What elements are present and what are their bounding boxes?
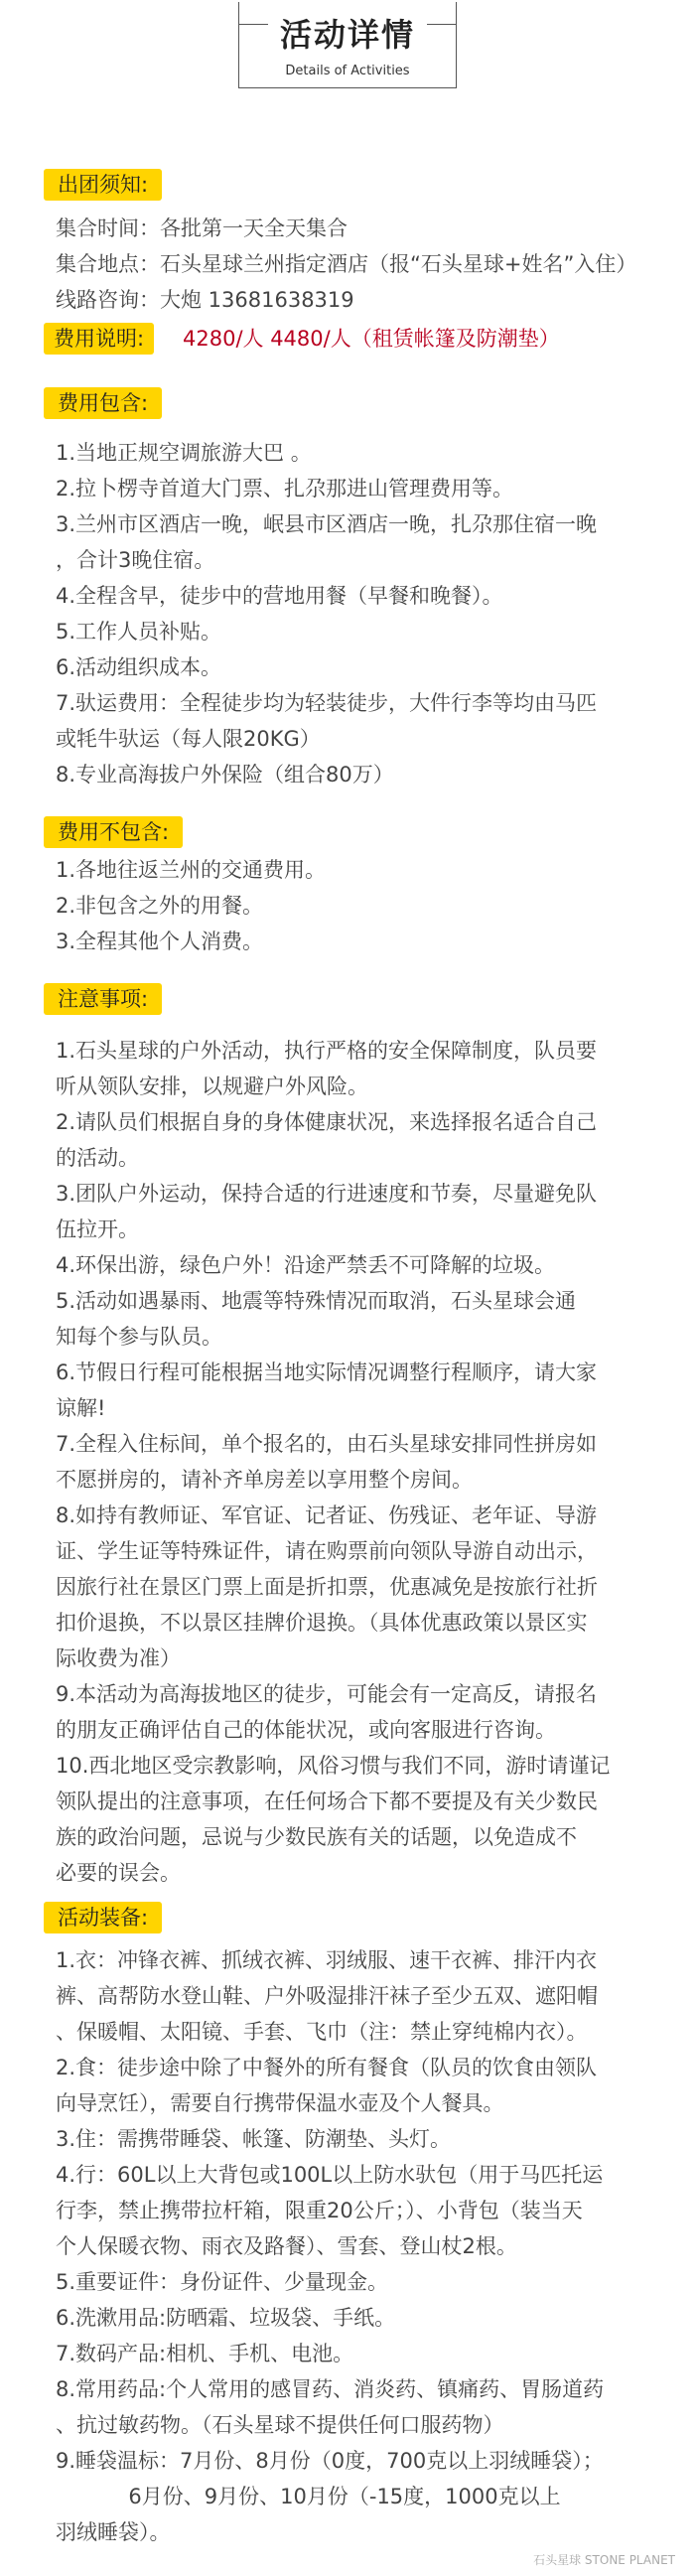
attention-line: 领队提出的注意事项，在任何场合下都不要提及有关少数民 (56, 1789, 598, 1813)
attention-line: 必要的误会。 (56, 1861, 181, 1885)
excluded-line: 3.全程其他个人消费。 (56, 930, 264, 953)
equipment-line: 个人保暖衣物、雨衣及路餐）、雪套、登山杖2根。 (56, 2234, 517, 2258)
excluded-line: 2.非包含之外的用餐。 (56, 894, 264, 918)
included-tag: 费用包含: (44, 387, 162, 419)
equipment-line: 向导烹饪），需要自行携带保温水壶及个人餐具。 (56, 2091, 504, 2115)
equipment-line: 8.常用药品:个人常用的感冒药、消炎药、镇痛药、胃肠道药 (56, 2377, 605, 2401)
equipment-line: 7.数码产品:相机、手机、电池。 (56, 2342, 354, 2365)
equipment-line: 行李，禁止携带拉杆箱，限重20公斤；）、小背包（装当天 (56, 2199, 583, 2222)
attention-tag: 注意事项: (44, 983, 162, 1015)
included-line: 5.工作人员补贴。 (56, 620, 222, 644)
attention-line: 知每个参与队员。 (56, 1325, 222, 1349)
attention-line: 际收费为准） (56, 1646, 181, 1670)
attention-line: 5.活动如遇暴雨、地震等特殊情况而取消，石头星球会通 (56, 1289, 577, 1313)
attention-line: 3.团队户外运动，保持合适的行进速度和节奏，尽量避免队 (56, 1182, 598, 1206)
attention-line: 伍拉开。 (56, 1217, 139, 1241)
excluded-line: 1.各地往返兰州的交通费用。 (56, 858, 327, 882)
attention-line: 听从领队安排，以规避户外风险。 (56, 1074, 368, 1098)
notice-tag: 出团须知: (44, 169, 162, 201)
fee-tag: 费用说明: (44, 323, 154, 355)
equipment-line: 、保暖帽、太阳镜、手套、飞巾（注：禁止穿纯棉内衣）。 (56, 2020, 588, 2044)
excluded-tag: 费用不包含: (44, 816, 183, 848)
attention-line: 的朋友正确评估自己的体能状况，或向客服进行咨询。 (56, 1718, 556, 1742)
attention-line: 10.西北地区受宗教影响，风俗习惯与我们不同，游时请谨记 (56, 1754, 611, 1778)
attention-line: 8.如持有教师证、军官证、记者证、伤残证、老年证、导游 (56, 1503, 598, 1527)
equipment-line: 、抗过敏药物。（石头星球不提供任何口服药物） (56, 2413, 504, 2437)
equipment-line: 2.食：徒步途中除了中餐外的所有餐食（队员的饮食由领队 (56, 2056, 598, 2079)
included-line: ，合计3晚住宿。 (56, 548, 215, 572)
included-line: 8.专业高海拔户外保险（组合80万） (56, 763, 394, 787)
included-line: 6.活动组织成本。 (56, 655, 222, 679)
equipment-line: 5.重要证件：身份证件、少量现金。 (56, 2270, 389, 2294)
attention-line: 谅解! (56, 1396, 106, 1420)
equipment-line: 3.住：需携带睡袋、帐篷、防潮垫、头灯。 (56, 2127, 452, 2151)
included-line: 2.拉卜楞寺首道大门票、扎尕那进山管理费用等。 (56, 477, 514, 501)
notice-line: 集合时间：各批第一天全天集合 (56, 216, 348, 240)
equipment-tag: 活动装备: (44, 1902, 162, 1933)
included-line: 3.兰州市区酒店一晚，岷县市区酒店一晚，扎尕那住宿一晚 (56, 512, 598, 536)
included-line: 1.当地正规空调旅游大巴 。 (56, 441, 312, 465)
brand-logo: 石头星球 STONE PLANET (533, 2553, 675, 2567)
attention-line: 4.环保出游，绿色户外！沿途严禁丢不可降解的垃圾。 (56, 1253, 556, 1277)
attention-line: 7.全程入住标间，单个报名的，由石头星球安排同性拼房如 (56, 1432, 598, 1456)
attention-line: 证、学生证等特殊证件，请在购票前向领队导游自动出示， (56, 1539, 598, 1563)
fee-price: 4280/人 4480/人（租赁帐篷及防潮垫） (183, 327, 560, 351)
notice-line: 集合地点：石头星球兰州指定酒店（报“石头星球+姓名”入住） (56, 252, 637, 276)
attention-line: 6.节假日行程可能根据当地实际情况调整行程顺序，请大家 (56, 1360, 598, 1384)
equipment-line: 6.洗漱用品:防晒霜、垃圾袋、手纸。 (56, 2306, 396, 2330)
equipment-line: 9.睡袋温标：7月份、8月份（0度，700克以上羽绒睡袋）； (56, 2449, 604, 2473)
attention-line: 不愿拼房的，请补齐单房差以享用整个房间。 (56, 1468, 473, 1492)
attention-line: 扣价退换，不以景区挂牌价退换。（具体优惠政策以景区实 (56, 1611, 588, 1635)
equipment-line: 4.行：60L以上大背包或100L以上防水驮包（用于马匹托运 (56, 2163, 604, 2187)
attention-line: 因旅行社在景区门票上面是折扣票，优惠减免是按旅行社折 (56, 1575, 598, 1599)
attention-line: 9.本活动为高海拔地区的徒步，可能会有一定高反，请报名 (56, 1682, 598, 1706)
attention-line: 2.请队员们根据自身的身体健康状况，来选择报名适合自己 (56, 1110, 598, 1134)
equipment-line: 羽绒睡袋）。 (56, 2520, 171, 2544)
attention-line: 族的政治问题，忌说与少数民族有关的话题，以免造成不 (56, 1825, 577, 1849)
equipment-line: 1.衣：冲锋衣裤、抓绒衣裤、羽绒服、速干衣裤、排汗内衣 (56, 1948, 598, 1972)
included-line: 7.驮运费用：全程徒步均为轻装徒步，大件行李等均由马匹 (56, 691, 598, 715)
equipment-line: 6月份、9月份、10月份（-15度，1000克以上 (56, 2485, 561, 2508)
notice-line: 线路咨询：大炮 13681638319 (56, 288, 354, 312)
included-line: 4.全程含早，徒步中的营地用餐（早餐和晚餐）。 (56, 584, 503, 608)
attention-line: 1.石头星球的户外活动，执行严格的安全保障制度，队员要 (56, 1039, 598, 1063)
equipment-line: 裤、高帮防水登山鞋、户外吸湿排汗袜子至少五双、遮阳帽 (56, 1984, 598, 2008)
page-subtitle: Details of Activities (285, 64, 410, 78)
included-line: 或牦牛驮运（每人限20KG） (56, 727, 321, 751)
page-title: 活动详情 (279, 16, 415, 54)
page-header (238, 2, 457, 89)
attention-line: 的活动。 (56, 1146, 139, 1170)
